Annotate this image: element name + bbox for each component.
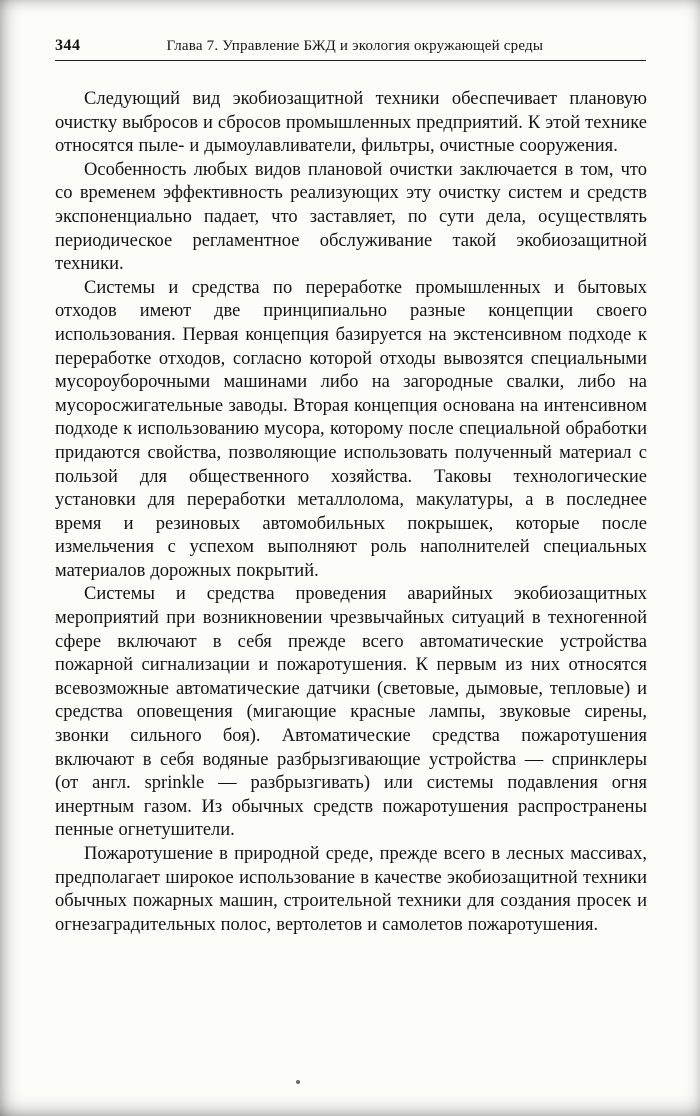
paragraph: Системы и средства по переработке промышленных и бытовых отходов имеют две принципиально разные концепции своего использования. Первая концепция базируется на экстенсивном подходе к переработке отходов, согласно которой отходы вывозятся специальными мусороуборочными машинами либо на загородные свалки, либо на мусоросжигательные заводы. Вторая концепция основана на интенсивном подходе к использованию мусора, которому после специальной обработки придаются свойства, позволяющие использовать полученный материал с пользой для общественного хозяйства. Таковы технологические установки для переработки металлолома, макулатуры, а в последнее время и резиновых автомобильных покрышек, которые после измельчения с успехом выполняют роль наполнителей специальных материалов дорожных покрытий.	[55, 277, 647, 581]
chapter-title: Глава 7. Управление БЖД и экология окружающей среды	[166, 38, 544, 54]
paragraph: Системы и средства проведения аварийных экобиозащитных мероприятий при возникновении чрезвычайных ситуаций в техногенной сфере включают в себя прежде всего автоматические устройства пожарной сигнализации и пожаротушения. К первым из них относятся всевозможные автоматические датчики (световые, дымовые, тепловые) и средства оповещения (мигающие красные лампы, звуковые сирены, звонки сильного боя). Автоматические средства пожаротушения включают в себя водяные разбрызгивающие устройства — спринклеры (от англ. sprinkle — разбрызгивать) или системы подавления огня инертным газом. Из обычных средств пожаротушения распространены пенные огнетушители.	[55, 584, 647, 841]
scan-speck-artifact	[296, 1080, 300, 1084]
body-text	[55, 88, 647, 937]
paragraph: Особенность любых видов плановой очистки заключается в том, что со временем эффективность реализующих эту очистку систем и средств экспоненциально падает, что заставляет, по сути дела, осуществлять периодическое регламентное обслуживание такой экобиозащитной техники.	[55, 159, 647, 275]
paragraph: Следующий вид экобиозащитной техники обеспечивает плановую очистку выбросов и сбросов промышленных предприятий. К этой технике относятся пыле- и дымоулавливатели, фильтры, очистные сооружения.	[55, 89, 647, 157]
page-number: 344	[55, 37, 81, 54]
running-head	[55, 0, 646, 55]
paragraph: Пожаротушение в природной среде, прежде всего в лесных массивах, предполагает широкое использование в качестве экобиозащитной техники обычных пожарных машин, строительной техники для создания просек и огнезаградительных полос, вертолетов и самолетов пожаротушения.	[55, 844, 647, 935]
header-rule	[55, 60, 646, 61]
